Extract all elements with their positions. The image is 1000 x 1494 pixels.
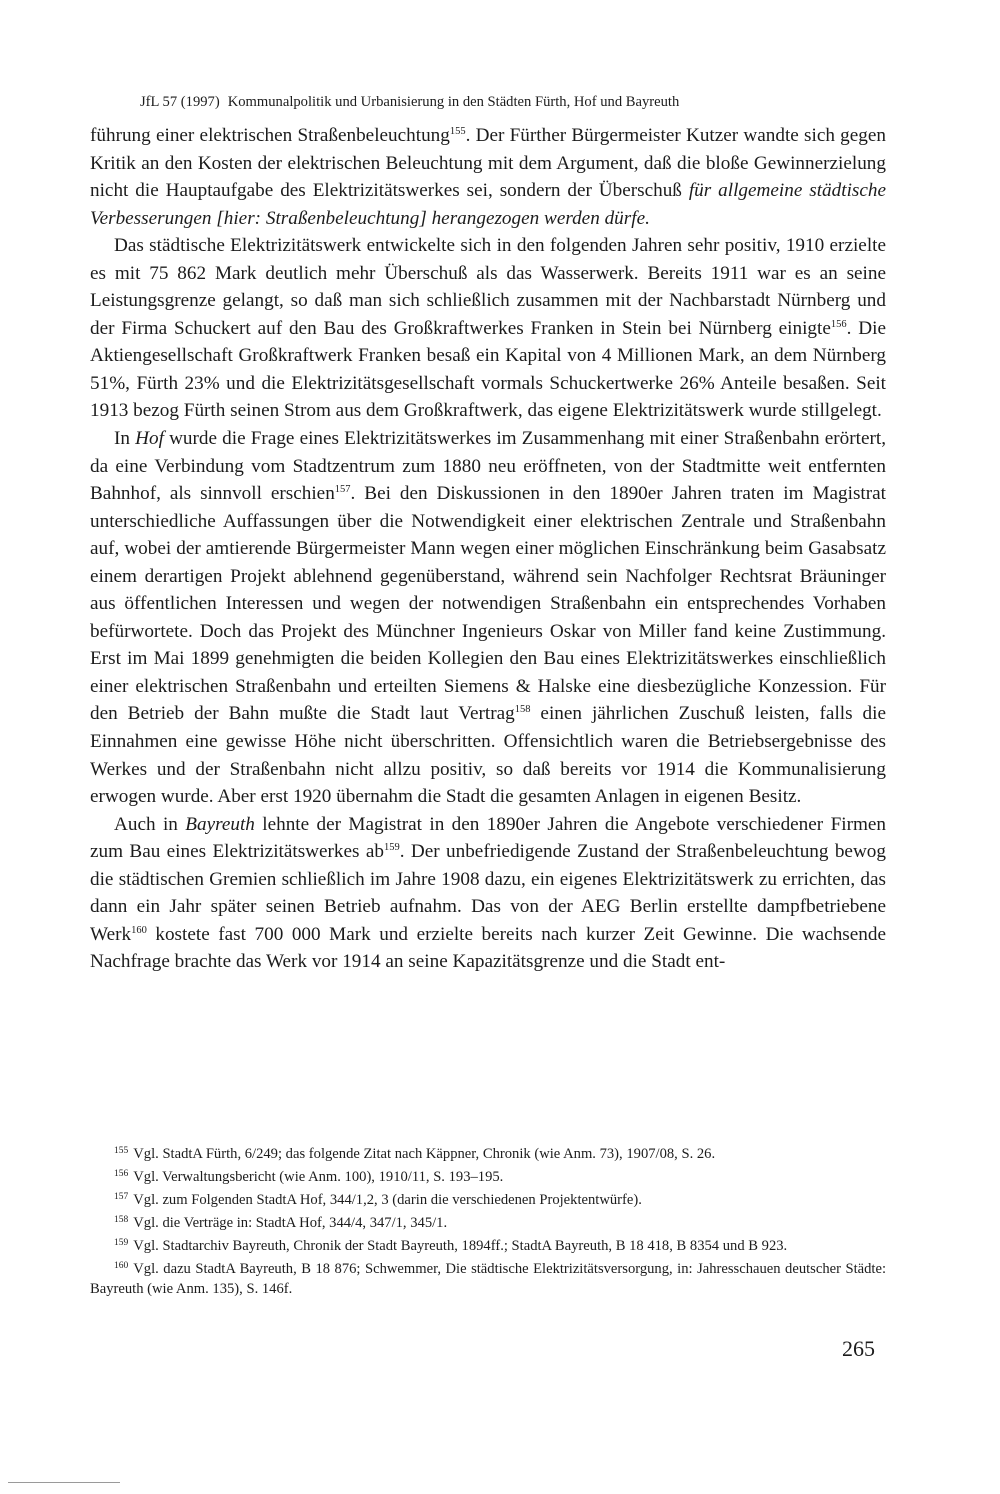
footnote-text: Vgl. Verwaltungsbericht (wie Anm. 100), 1910/11, S. 193–195. <box>133 1168 504 1185</box>
footnote-ref: 157 <box>334 484 351 496</box>
body-text <box>90 122 886 976</box>
text-run: lehnte der Magistrat in den 1890er Jahren die Angebote verschiedener Firmen zum Bau eines Elektrizitätswerkes ab <box>90 813 886 863</box>
footnote-ref: 159 <box>383 842 400 854</box>
footnote <box>90 1237 886 1257</box>
text-run: Das städtische Elektrizitätswerk entwickelte sich in den folgenden Jahren sehr positiv, 1910 erzielte es mit 75 862 Mark deutlich mehr Überschuß als das Wasserwerk. Bereits 1911 war es an seine Leistungsgrenze gelangt, so daß man sich schließlich zusammen mit der Nachbarstadt Nürnberg und der Firma Schuckert auf den Bau des Großkraftwerkes Franken in Stein bei Nürnberg einigte <box>90 235 886 339</box>
text-run: . Der Fürther Bürgermeister Kutzer wandte sich gegen Kritik an den Kosten der elektrischen Beleuchtung mit dem Argument, daß die bloße Gewinnerzielung nicht die Hauptaufgabe des Elektrizitätswerkes sei, sondern der Überschuß <box>90 125 886 202</box>
footnotes <box>90 1145 886 1303</box>
text-run: einen jährlichen Zuschuß leisten, falls die Einnahmen eine gewisse Höhe nicht überschritten. Offensichtlich waren die Betriebsergebnisse des Werkes und der Straßenbahn nicht allzu positiv, so daß bereits vor 1914 die Kommunalisierung erwogen wurde. Aber erst 1920 übernahm die Stadt die gesamten Anlagen in eigenen Besitz. <box>90 703 886 808</box>
text-run: In <box>114 428 136 450</box>
paragraph <box>90 811 886 976</box>
quotation: für allgemeine städtische Verbesserungen [hier: Straßenbeleuchtung] herangezogen werden dürfe. <box>90 180 887 229</box>
footnote <box>90 1145 886 1165</box>
footnote-text: Vgl. zum Folgenden StadtA Hof, 344/1,2, 3 (darin die verschiedenen Projektentwürfe). <box>133 1191 642 1208</box>
paragraph <box>90 425 886 811</box>
footnote-number: 157 <box>114 1191 129 1202</box>
running-head <box>140 92 885 112</box>
footnote-text: Vgl. Stadtarchiv Bayreuth, Chronik der Stadt Bayreuth, 1894ff.; StadtA Bayreuth, B 18 418, B 8354 und B 923. <box>133 1237 788 1254</box>
footnote <box>90 1191 886 1211</box>
footnote-number: 156 <box>114 1168 129 1179</box>
footnote-ref: 158 <box>514 704 531 716</box>
footnote-number: 158 <box>114 1214 129 1225</box>
journal-reference: JfL 57 (1997) <box>140 94 220 110</box>
page-number: 265 <box>842 1336 875 1361</box>
text-run: führung einer elektrischen Straßenbeleuchtung <box>90 125 450 146</box>
text-run: wurde die Frage eines Elektrizitätswerkes im Zusammenhang mit einer Straßenbahn erörtert, da eine Verbindung vom Stadtzentrum zum 1880 neu eröffneten, von der Stadtmitte weit entfernten Bahnhof, als sinnvoll erschien <box>90 428 886 505</box>
text-run: . Der unbefriedigende Zustand der Straßenbeleuchtung bewog die städtischen Gremien schließlich im Jahre 1908 dazu, ein eigenes Elektrizitätswerk zu errichten, das dann ein Jahr später seinen Betrieb aufnahm. Das von der AEG Berlin erstellte dampfbetriebene Werk <box>90 841 886 945</box>
place-name: Bayreuth <box>185 813 255 835</box>
footnote-text: Vgl. dazu StadtA Bayreuth, B 18 876; Schwemmer, Die städtische Elektrizitätsversorgung, in: Jahresschauen deutscher Städte: Bayreuth (wie Anm. 135), S. 146f. <box>90 1260 886 1297</box>
text-run: kostete fast 700 000 Mark und erzielte bereits nach kurzer Zeit Gewinne. Die wachsende Nachfrage brachte das Werk vor 1914 an seine Kapazitätsgrenze und die Stadt ent- <box>90 923 886 973</box>
footnote-text: Vgl. StadtA Fürth, 6/249; das folgende Zitat nach Käppner, Chronik (wie Anm. 73), 1907/08, S. 26. <box>133 1146 716 1162</box>
text-run: . Bei den Diskussionen in den 1890er Jahren traten im Magistrat unterschiedliche Auffassungen über die Notwendigkeit einer elektrischen Zentrale und Straßenbahn auf, wobei der amtierende Bürgermeister Mann wegen einer möglichen Einschränkung beim Gasabsatz einem derartigen Projekt ablehnend gegenüberstand, während sein Nachfolger Rechtsrat Bräuninger aus öffentlichen Interessen und wegen der notwendigen Straßenbahn ein entsprechendes Vorhaben befürwortete. Doch das Projekt des Münchner Ingenieurs Oskar von Miller fand keine Zustimmung. Erst im Mai 1899 genehmigten die beiden Kollegien den Bau eines Elektrizitätswerkes einschließlich einer elektrischen Straßenbahn und erteilten Siemens & Halske eine diesbezügliche Konzession. Für den Betrieb der Bahn mußte die Stadt laut Vertrag <box>90 483 887 725</box>
footnote-ref: 155 <box>449 126 466 137</box>
paragraph <box>90 232 886 425</box>
text-run: Auch in <box>114 813 186 835</box>
footnote-number: 160 <box>114 1260 129 1271</box>
footnote-number: 155 <box>114 1146 129 1156</box>
footnote <box>90 1214 886 1234</box>
footnote <box>90 1260 886 1299</box>
footnote-ref: 160 <box>131 924 147 936</box>
running-head-title: Kommunalpolitik und Urbanisierung in den Städten Fürth, Hof und Bayreuth <box>227 94 680 110</box>
footnote-ref: 156 <box>830 318 847 330</box>
paragraph <box>90 122 886 232</box>
place-name: Hof <box>135 428 164 450</box>
footnote <box>90 1168 886 1188</box>
text-run: . Die Aktiengesellschaft Großkraftwerk Franken besaß ein Kapital von 4 Millionen Mark, an dem Nürnberg 51%, Fürth 23% und die Elektrizitätsgesellschaft vormals Schuckertwerke 26% Anteile besaßen. Seit 1913 bezog Fürth seinen Strom aus dem Großkraftwerk, das eigene Elektrizitätswerk wurde stillgelegt. <box>90 317 886 422</box>
scan-edge-line <box>8 1482 120 1483</box>
footnote-number: 159 <box>114 1237 129 1248</box>
footnote-text: Vgl. die Verträge in: StadtA Hof, 344/4, 347/1, 345/1. <box>133 1214 448 1231</box>
